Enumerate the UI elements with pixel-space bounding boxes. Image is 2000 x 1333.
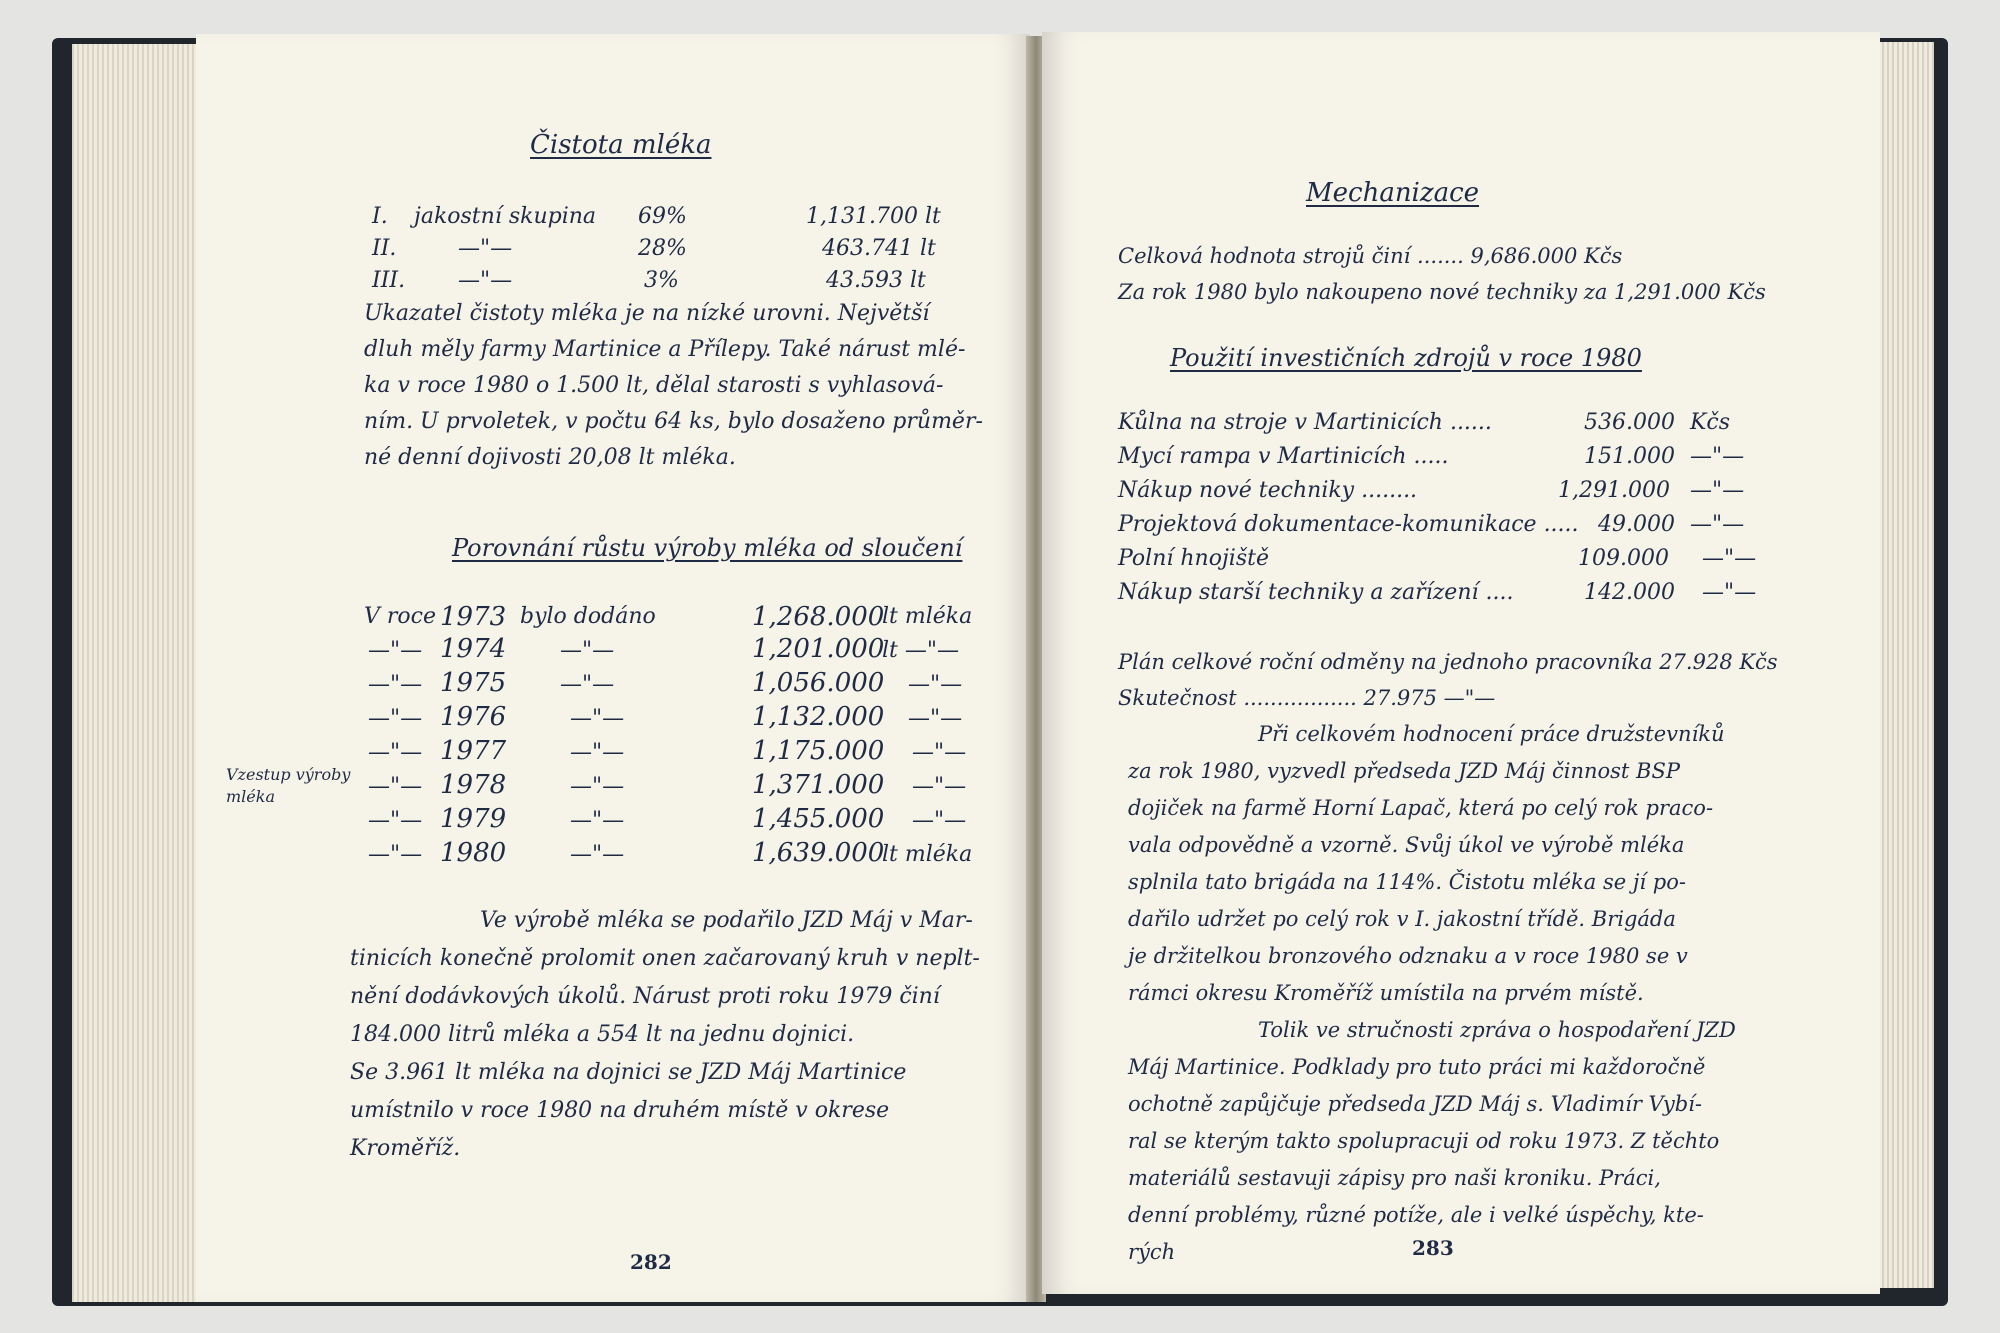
row-verb: —"— xyxy=(570,740,625,765)
quality-percent: 28% xyxy=(638,236,687,261)
row-verb: —"— xyxy=(570,842,625,867)
quality-label: —"— xyxy=(458,268,513,293)
row-amount: 1,639.000 xyxy=(752,838,885,868)
text-line: za rok 1980, vyzvedl předseda JZD Máj činnost BSP xyxy=(1128,759,1680,783)
investment-unit: —"— xyxy=(1690,512,1745,537)
row-amount: 1,371.000 xyxy=(752,770,885,800)
investment-amount: 536.000 xyxy=(1584,410,1675,435)
investment-unit: —"— xyxy=(1702,546,1757,571)
investment-unit: —"— xyxy=(1690,478,1745,503)
row-prefix: —"— xyxy=(368,706,423,731)
investment-amount: 142.000 xyxy=(1584,580,1675,605)
right-page-title: Mechanizace xyxy=(1306,178,1480,208)
investment-amount: 109.000 xyxy=(1578,546,1669,571)
row-verb: —"— xyxy=(570,808,625,833)
text-line: Máj Martinice. Podklady pro tuto práci mi každoročně xyxy=(1128,1055,1706,1079)
text-line: Plán celkové roční odměny na jednoho pracovníka 27.928 Kčs xyxy=(1118,650,1778,674)
text-line: Za rok 1980 bylo nakoupeno nové techniky za 1,291.000 Kčs xyxy=(1118,280,1766,304)
investment-item: Polní hnojiště xyxy=(1118,546,1269,571)
text-line: Vzestup výroby xyxy=(226,765,351,784)
quality-percent: 69% xyxy=(638,204,687,229)
comparison-title: Porovnání růstu výroby mléka od sloučení xyxy=(452,534,963,562)
investment-unit: —"— xyxy=(1690,444,1745,469)
text-line: Tolik ve stručnosti zpráva o hospodaření JZD xyxy=(1258,1018,1736,1042)
investment-amount: 1,291.000 xyxy=(1558,478,1670,503)
investment-unit: Kčs xyxy=(1690,410,1731,435)
quality-paragraph xyxy=(364,296,1004,476)
text-line: ka v roce 1980 o 1.500 lt, dělal starosti s vyhlasová- xyxy=(364,373,944,398)
text-line: ním. U prvoletek, v počtu 64 ks, bylo dosaženo průměr- xyxy=(364,409,983,434)
row-verb: bylo dodáno xyxy=(520,604,656,629)
row-amount: 1,455.000 xyxy=(752,804,885,834)
row-prefix: V roce xyxy=(364,604,436,629)
text-line: Při celkovém hodnocení práce družstevníků xyxy=(1258,722,1725,746)
row-year: 1979 xyxy=(440,804,507,834)
text-line: 184.000 litrů mléka a 554 lt na jednu dojnici. xyxy=(350,1022,855,1047)
quality-group: I. xyxy=(372,204,388,229)
reward-summary xyxy=(1118,644,1878,716)
text-line: Skutečnost ................. 27.975 —"— xyxy=(1118,686,1496,710)
left-page-title: Čistota mléka xyxy=(530,130,712,160)
mechanization-summary xyxy=(1118,238,1858,310)
text-line: né denní dojivosti 20,08 lt mléka. xyxy=(364,445,736,470)
investment-item: Nákup nové techniky ........ xyxy=(1118,478,1418,503)
row-prefix: —"— xyxy=(368,672,423,697)
row-suffix: lt mléka xyxy=(882,604,973,629)
investment-amount: 49.000 xyxy=(1598,512,1675,537)
quality-group: III. xyxy=(372,268,406,293)
text-line: tinicích konečně prolomit onen začarovaný kruh v neplt- xyxy=(350,946,980,971)
row-prefix: —"— xyxy=(368,842,423,867)
row-verb: —"— xyxy=(560,638,615,663)
row-amount: 1,056.000 xyxy=(752,668,885,698)
row-amount: 1,132.000 xyxy=(752,702,885,732)
quality-label: —"— xyxy=(458,236,513,261)
quality-group: II. xyxy=(372,236,397,261)
row-year: 1980 xyxy=(440,838,507,868)
investment-item: Kůlna na stroje v Martinicích ...... xyxy=(1118,410,1492,435)
text-line: rých xyxy=(1128,1240,1176,1264)
quality-amount: 1,131.700 lt xyxy=(806,204,941,229)
row-year: 1977 xyxy=(440,736,507,766)
row-suffix: lt —"— xyxy=(882,638,959,663)
text-line: dluh měly farmy Martinice a Přílepy. Také nárust mlé- xyxy=(364,337,966,362)
row-year: 1976 xyxy=(440,702,507,732)
text-line: nění dodávkových úkolů. Nárust proti roku 1979 činí xyxy=(350,984,940,1009)
text-line: je držitelkou bronzového odznaku a v roce 1980 se v xyxy=(1128,944,1688,968)
milk-paragraph xyxy=(350,902,1020,1168)
text-line: materiálů sestavuji zápisy pro naši kroniku. Práci, xyxy=(1128,1166,1661,1190)
row-amount: 1,201.000 xyxy=(752,634,885,664)
investment-title: Použití investičních zdrojů v roce 1980 xyxy=(1170,344,1642,372)
text-line: splnila tato brigáda na 114%. Čistotu mléka se jí po- xyxy=(1128,870,1686,894)
investment-item: Mycí rampa v Martinicích ..... xyxy=(1118,444,1449,469)
row-suffix: —"— xyxy=(912,808,967,833)
row-suffix: —"— xyxy=(908,672,963,697)
right-page xyxy=(1042,32,1880,1294)
text-line: Kroměříž. xyxy=(350,1136,461,1161)
text-line: dojiček na farmě Horní Lapač, která po celý rok praco- xyxy=(1128,796,1714,820)
investment-amount: 151.000 xyxy=(1584,444,1675,469)
row-suffix: lt mléka xyxy=(882,842,973,867)
row-suffix: —"— xyxy=(908,706,963,731)
text-line: rámci okresu Kroměříž umístila na prvém místě. xyxy=(1128,981,1644,1005)
row-prefix: —"— xyxy=(368,740,423,765)
page-edges-left xyxy=(72,44,202,1302)
row-verb: —"— xyxy=(570,706,625,731)
text-line: umístnilo v roce 1980 na druhém místě v okrese xyxy=(350,1098,890,1123)
text-line: dařilo udržet po celý rok v I. jakostní třídě. Brigáda xyxy=(1128,907,1676,931)
row-year: 1974 xyxy=(440,634,507,664)
row-verb: —"— xyxy=(560,672,615,697)
row-prefix: —"— xyxy=(368,774,423,799)
margin-note xyxy=(226,764,350,808)
closing-paragraph xyxy=(1128,1012,1868,1271)
text-line: Ukazatel čistoty mléka je na nízké urovni. Největší xyxy=(364,301,930,326)
text-line: vala odpovědně a vzorně. Svůj úkol ve výrobě mléka xyxy=(1128,833,1685,857)
text-line: denní problémy, různé potíže, ale i velké úspěchy, kte- xyxy=(1128,1203,1704,1227)
text-line: Ve výrobě mléka se podařilo JZD Máj v Mar- xyxy=(480,908,973,933)
row-year: 1973 xyxy=(440,602,507,632)
text-line: ochotně zapůjčuje předseda JZD Máj s. Vladimír Vybí- xyxy=(1128,1092,1702,1116)
investment-item: Nákup starší techniky a zařízení .... xyxy=(1118,580,1514,605)
row-suffix: —"— xyxy=(912,740,967,765)
text-line: Se 3.961 lt mléka na dojnici se JZD Máj Martinice xyxy=(350,1060,907,1085)
brigade-paragraph xyxy=(1128,716,1868,1012)
investment-unit: —"— xyxy=(1702,580,1757,605)
text-line: ral se kterým takto spolupracuji od roku 1973. Z těchto xyxy=(1128,1129,1720,1153)
row-prefix: —"— xyxy=(368,808,423,833)
left-page xyxy=(196,34,1030,1302)
row-suffix: —"— xyxy=(912,774,967,799)
row-verb: —"— xyxy=(570,774,625,799)
row-prefix: —"— xyxy=(368,638,423,663)
page-number: 283 xyxy=(1412,1236,1454,1260)
row-amount: 1,268.000 xyxy=(752,602,885,632)
text-line: mléka xyxy=(226,787,275,806)
quality-amount: 463.741 lt xyxy=(822,236,936,261)
investment-item: Projektová dokumentace-komunikace ..... xyxy=(1118,512,1579,537)
row-year: 1975 xyxy=(440,668,507,698)
text-line: Celková hodnota strojů činí ....... 9,686.000 Kčs xyxy=(1118,244,1623,268)
row-year: 1978 xyxy=(440,770,507,800)
row-amount: 1,175.000 xyxy=(752,736,885,766)
page-edges-right xyxy=(1874,42,1934,1288)
quality-amount: 43.593 lt xyxy=(826,268,926,293)
quality-percent: 3% xyxy=(644,268,679,293)
page-number: 282 xyxy=(630,1250,672,1274)
quality-label: jakostní skupina xyxy=(414,204,597,229)
